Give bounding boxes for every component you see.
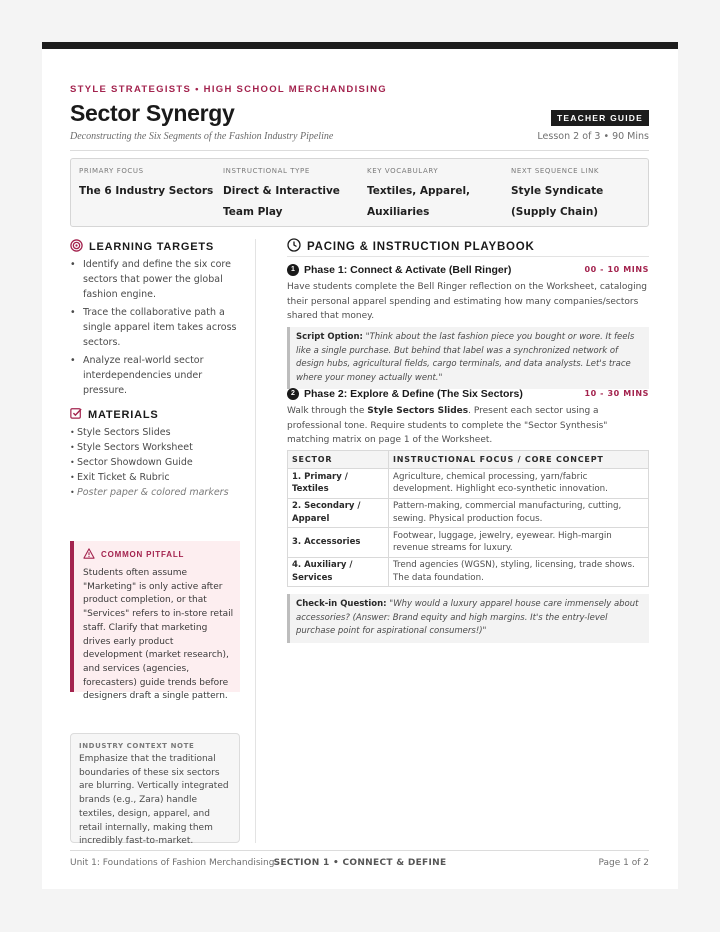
common-pitfall-callout <box>70 541 240 702</box>
section-title: LEARNING TARGETS <box>89 241 215 253</box>
info-label: KEY VOCABULARY <box>367 167 439 175</box>
info-value: The 6 Industry Sectors <box>79 185 214 197</box>
info-next-sequence <box>511 167 646 223</box>
pitfall-title: COMMON PITFALL <box>101 550 185 559</box>
learning-targets-list <box>70 257 240 401</box>
table-row <box>288 557 649 587</box>
list-item: • Style Sectors Slides <box>70 425 240 440</box>
footer-unit: Unit 1: Foundations of Fashion Merchandising <box>70 858 275 868</box>
info-instructional-type <box>223 167 358 223</box>
info-value: Direct & Interactive Team Play <box>223 185 340 218</box>
info-label: NEXT SEQUENCE LINK <box>511 167 600 175</box>
phase-2 <box>287 388 649 448</box>
phase-number: 1 <box>287 264 299 276</box>
eyebrow: STYLE STRATEGISTS • HIGH SCHOOL MERCHANDISING <box>70 84 387 95</box>
focus-cell: Footwear, luggage, jewelry, eyewear. High-margin revenue streams for luxury. <box>389 528 649 558</box>
learning-targets-heading <box>70 239 214 255</box>
page-title: Sector Synergy <box>70 100 235 126</box>
checkbox-icon <box>70 407 82 422</box>
phase-body <box>287 404 649 448</box>
phase-title: Phase 1: Connect & Activate (Bell Ringer) <box>304 264 512 276</box>
table-row <box>288 498 649 528</box>
industry-context-note <box>70 733 240 847</box>
page-subtitle: Deconstructing the Six Segments of the Fashion Industry Pipeline <box>70 131 334 142</box>
body-text: . Present each sector using a professional tone. Require students to complete the "Sector Synthesis" matching matrix on page 1 of the Worksheet. <box>287 406 608 445</box>
callout-label: Check-in Question: <box>296 599 387 609</box>
section-title: PACING & INSTRUCTION PLAYBOOK <box>307 240 535 253</box>
table-header-row <box>288 451 649 469</box>
pitfall-heading <box>83 548 234 561</box>
list-item: • Poster paper & colored markers <box>70 485 240 500</box>
column-divider <box>255 239 256 843</box>
context-heading: INDUSTRY CONTEXT NOTE <box>79 742 195 750</box>
phase-title: Phase 2: Explore & Define (The Six Sectors) <box>304 388 523 400</box>
lesson-page <box>42 42 678 889</box>
footer-divider <box>70 850 649 851</box>
list-item: • Analyze real-world sector interdependencies under pressure. <box>70 353 240 398</box>
focus-cell: Agriculture, chemical processing, yarn/fabric development. Highlight eco-synthetic innovation. <box>389 469 649 499</box>
table-row <box>288 528 649 558</box>
playbook-divider <box>287 256 649 257</box>
playbook-heading <box>287 238 535 255</box>
check-in-callout <box>287 594 649 643</box>
info-label: PRIMARY FOCUS <box>79 167 144 175</box>
focus-cell: Trend agencies (WGSN), styling, licensing, trade shows. The data foundation. <box>389 557 649 587</box>
sector-cell: 4. Auxiliary / Services <box>288 557 389 587</box>
target-icon <box>70 239 83 255</box>
list-item: • Sector Showdown Guide <box>70 455 240 470</box>
callout-label: Script Option: <box>296 332 363 342</box>
phase-number: 2 <box>287 388 299 400</box>
info-key-vocabulary <box>367 167 502 223</box>
sector-cell: 3. Accessories <box>288 528 389 558</box>
info-label: INSTRUCTIONAL TYPE <box>223 167 310 175</box>
lesson-meta: Lesson 2 of 3 • 90 Mins <box>537 131 649 142</box>
sector-table <box>287 450 649 587</box>
list-item: • Trace the collaborative path a single apparel item takes across sectors. <box>70 305 240 350</box>
section-title: MATERIALS <box>88 408 159 421</box>
info-value: Style Syndicate (Supply Chain) <box>511 185 604 218</box>
header-divider <box>70 150 649 151</box>
column-header: INSTRUCTIONAL FOCUS / CORE CONCEPT <box>389 451 649 469</box>
list-item: • Exit Ticket & Rubric <box>70 470 240 485</box>
body-text: Walk through the <box>287 406 368 416</box>
callout-text: "Why would a luxury apparel house care immensely about accessories? (Answer: Brand equity and high margins. It's the entry-level purchase point for aspirational consumers!)" <box>296 599 639 636</box>
body-emphasis: Style Sectors Slides <box>367 406 469 416</box>
context-text: Emphasize that the traditional boundaries of these six sectors are blurring. Vertically integrated brands (e.g., Zara) handle textiles, design, apparel, and retail internally, making them incredibly fast-to-market. <box>79 754 229 847</box>
sector-cell: 2. Secondary / Apparel <box>288 498 389 528</box>
pitfall-text: Students often assume "Marketing" is only active after product completion, or that "Services" refers to in-store retail staff. Clarify that marketing drives early product development (market research), and services (agencies, forecasters) guide trends before designers draft a single pattern. <box>83 568 234 702</box>
clock-icon <box>287 238 301 255</box>
warning-icon <box>83 548 95 561</box>
teacher-guide-badge: TEACHER GUIDE <box>551 110 649 126</box>
footer-page-number: Page 1 of 2 <box>598 858 649 868</box>
sector-cell: 1. Primary / Textiles <box>288 469 389 499</box>
callout-text: "Think about the last fashion piece you bought or wore. It feels like a single purchase. But behind that label was a synchronized network of design hubs, agricultural fields, cargo terminals, and data analysts. Let's trace where your money actually went." <box>296 332 635 383</box>
script-option-callout <box>287 327 649 389</box>
column-header: SECTOR <box>288 451 389 469</box>
phase-body: Have students complete the Bell Ringer reflection on the Worksheet, cataloging their personal apparel spending and estimating how many companies/sectors shared that money. <box>287 282 647 321</box>
phase-time: 00 - 10 MINS <box>584 265 649 274</box>
table-row <box>288 469 649 499</box>
focus-cell: Pattern-making, commercial manufacturing, cutting, sewing. Physical production focus. <box>389 498 649 528</box>
overview-box <box>70 158 649 227</box>
info-value: Textiles, Apparel, Auxiliaries <box>367 185 471 218</box>
info-primary-focus <box>79 167 214 202</box>
phase-time: 10 - 30 MINS <box>584 389 649 398</box>
footer-section: SECTION 1 • CONNECT & DEFINE <box>273 858 447 868</box>
list-item: • Style Sectors Worksheet <box>70 440 240 455</box>
materials-heading <box>70 407 159 422</box>
phase-1 <box>287 264 649 324</box>
materials-list <box>70 425 240 500</box>
list-item: • Identify and define the six core sectors that power the global fashion engine. <box>70 257 240 302</box>
